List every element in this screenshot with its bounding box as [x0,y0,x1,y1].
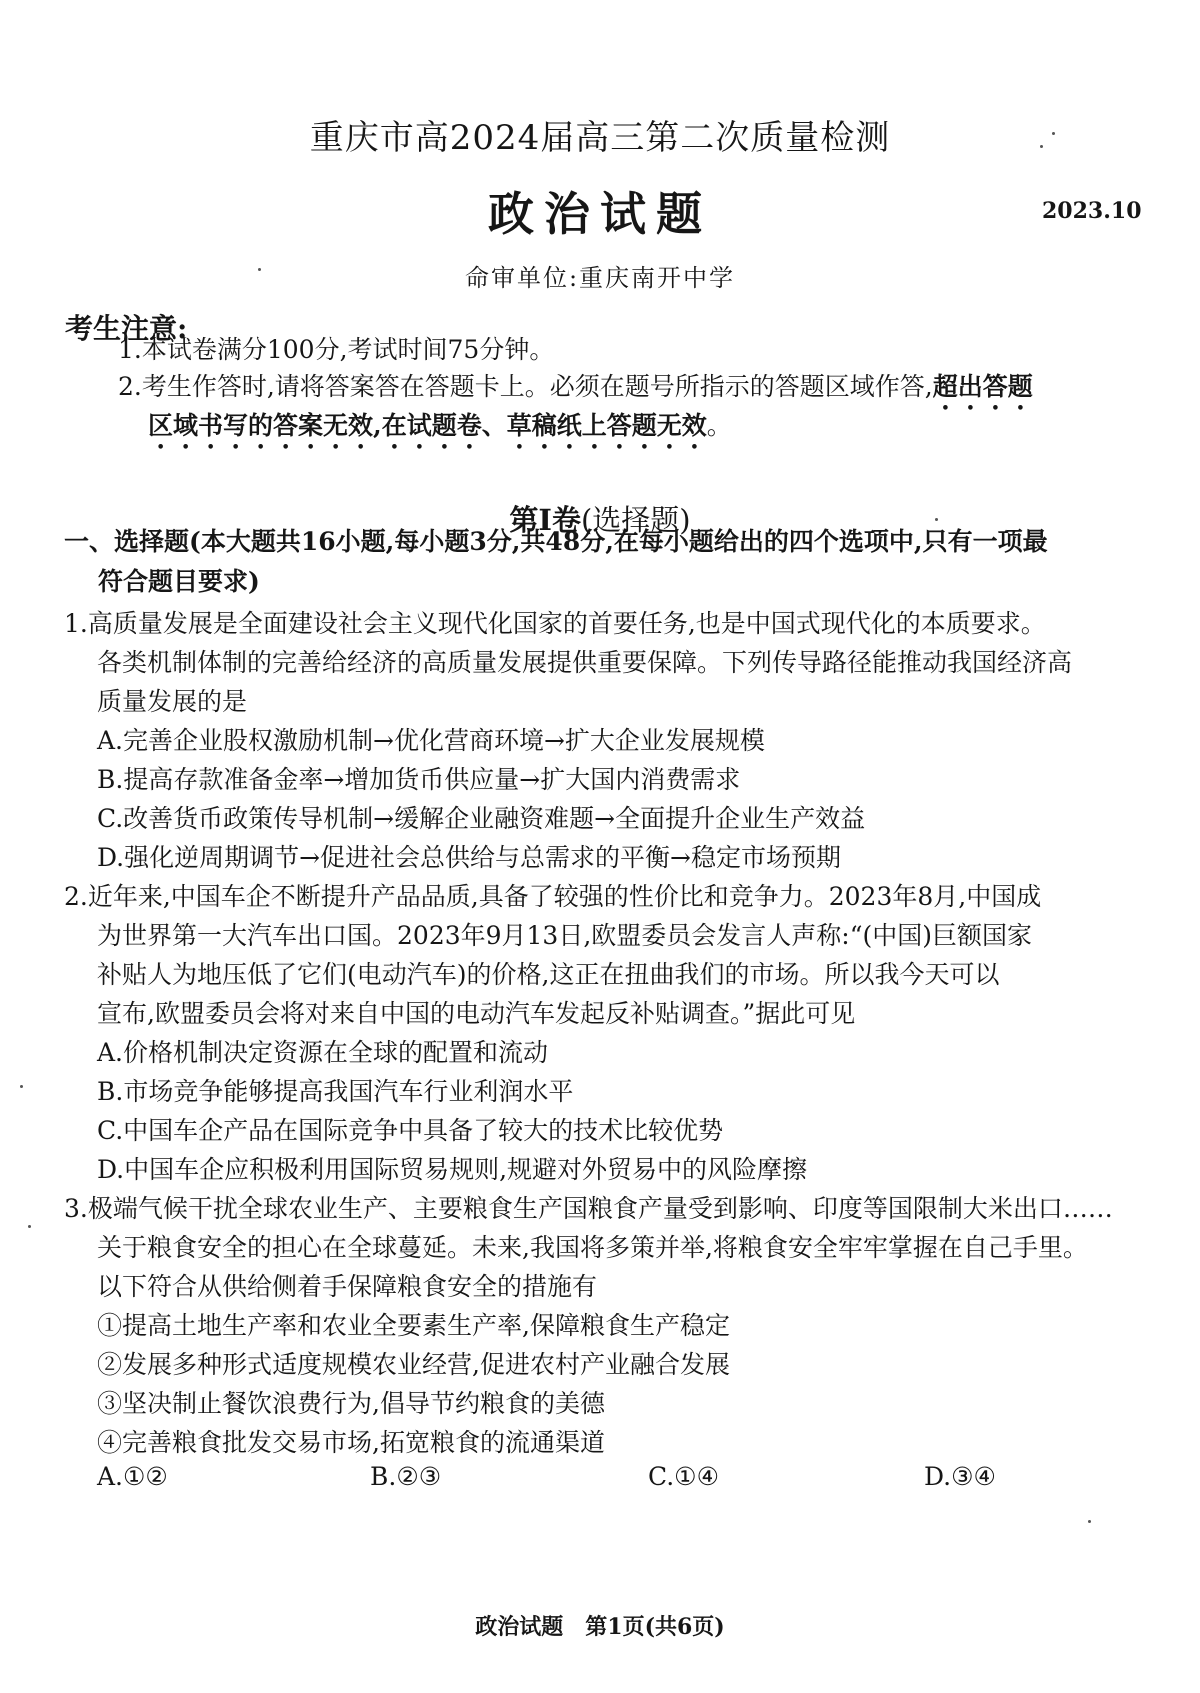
q2-stem-line-1: 2.近年来,中国车企不断提升产品品质,具备了较强的性价比和竞争力。2023年8月,中国成 [64,882,1042,911]
q3-statement-3: ③坚决制止餐饮浪费行为,倡导节约粮食的美德 [97,1389,605,1418]
q3-choice-d: D.③④ [924,1462,996,1491]
setter-line: 命审单位:重庆南开中学 [464,264,736,292]
q1-stem-line-1: 1.高质量发展是全面建设社会主义现代化国家的首要任务,也是中国式现代化的本质要求。 [64,609,1046,638]
q3-choice-b: B.②③ [370,1462,442,1491]
notice-tail: 。 [706,411,732,440]
subject-title: 政治试题 [488,187,712,241]
exam-title: 重庆市高2024届高三第二次质量检测 [309,118,891,158]
q1-stem-line-2: 各类机制体制的完善给经济的高质量发展提供重要保障。下列传导路径能推动我国经济高 [97,648,1073,677]
q1-option-c: C.改善货币政策传导机制→缓解企业融资难题→全面提升企业生产效益 [97,804,866,833]
scan-speck [1040,145,1043,148]
scan-speck [935,518,938,521]
part-heading-line-2: 符合题目要求) [98,567,260,596]
q2-option-b: B.市场竞争能够提高我国汽车行业利润水平 [97,1077,574,1106]
q1-option-a: A.完善企业股权激励机制→优化营商环境→扩大企业发展规模 [97,726,765,755]
notice-item-2-text: 2.考生作答时,请将答案答在答题卡上。必须在题号所指示的答题区域作答, [118,372,933,401]
q1-stem-line-3: 质量发展的是 [97,687,248,716]
notice-item-2-cont [148,406,732,455]
q3-stem-line-3: 以下符合从供给侧着手保障粮食安全的措施有 [97,1272,598,1301]
q1-option-b: B.提高存款准备金率→增加货币供应量→扩大国内消费需求 [97,765,741,794]
q3-choice-c: C.①④ [648,1462,720,1491]
q3-stem-line-1: 3.极端气候干扰全球农业生产、主要粮食生产国粮食产量受到影响、印度等国限制大米出口…… [64,1194,1113,1223]
q2-stem-line-2: 为世界第一大汽车出口国。2023年9月13日,欧盟委员会发言人声称:“(中国)巨额国家 [97,921,1033,950]
scan-speck [1088,1520,1091,1523]
q2-option-d: D.中国车企应积极利用国际贸易规则,规避对外贸易中的风险摩擦 [97,1155,808,1184]
q2-stem-line-3: 补贴人为地压低了它们(电动汽车)的价格,这正在扭曲我们的市场。所以我今天可以 [97,960,1000,989]
scan-speck [258,268,261,271]
section-title-bold: 第Ⅰ卷 [509,503,581,537]
part-heading-line-1: 一、选择题(本大题共16小题,每小题3分,共48分,在每小题给出的四个选项中,只有一项最 [64,527,1048,556]
exam-date: 2023.10 [1042,198,1142,224]
q3-statement-2: ②发展多种形式适度规模农业经营,促进农村产业融合发展 [97,1350,730,1379]
q3-stem-line-2: 关于粮食安全的担心在全球蔓延。未来,我国将多策并举,将粮食安全牢牢掌握在自己手里。 [97,1233,1088,1262]
q2-option-a: A.价格机制决定资源在全球的配置和流动 [97,1038,549,1067]
scan-speck [20,1085,23,1088]
scan-speck [28,1225,31,1228]
notice-title: 考生注意: [65,312,188,345]
scan-speck [1052,132,1055,135]
q3-statement-4: ④完善粮食批发交易市场,拓宽粮食的流通渠道 [97,1428,605,1457]
section-title-rest: (选择题) [580,503,691,537]
q2-option-c: C.中国车企产品在国际竞争中具备了较大的技术比较优势 [97,1116,724,1145]
notice-emph-1: 超出答题 [932,372,1033,401]
notice-item-1: 1.本试卷满分100分,考试时间75分钟。 [118,335,555,364]
page-footer: 政治试题 第1页(共6页) [475,1614,725,1640]
notice-emph-2: 区域书写的答案无效,在试题卷、草稿纸上答题无效 [148,411,707,440]
q3-statement-1: ①提高土地生产率和农业全要素生产率,保障粮食生产稳定 [97,1311,730,1340]
q1-option-d: D.强化逆周期调节→促进社会总供给与总需求的平衡→稳定市场预期 [97,843,841,872]
q3-choice-a: A.①② [97,1462,168,1491]
q2-stem-line-4: 宣布,欧盟委员会将对来自中国的电动汽车发起反补贴调查。”据此可见 [97,999,856,1028]
